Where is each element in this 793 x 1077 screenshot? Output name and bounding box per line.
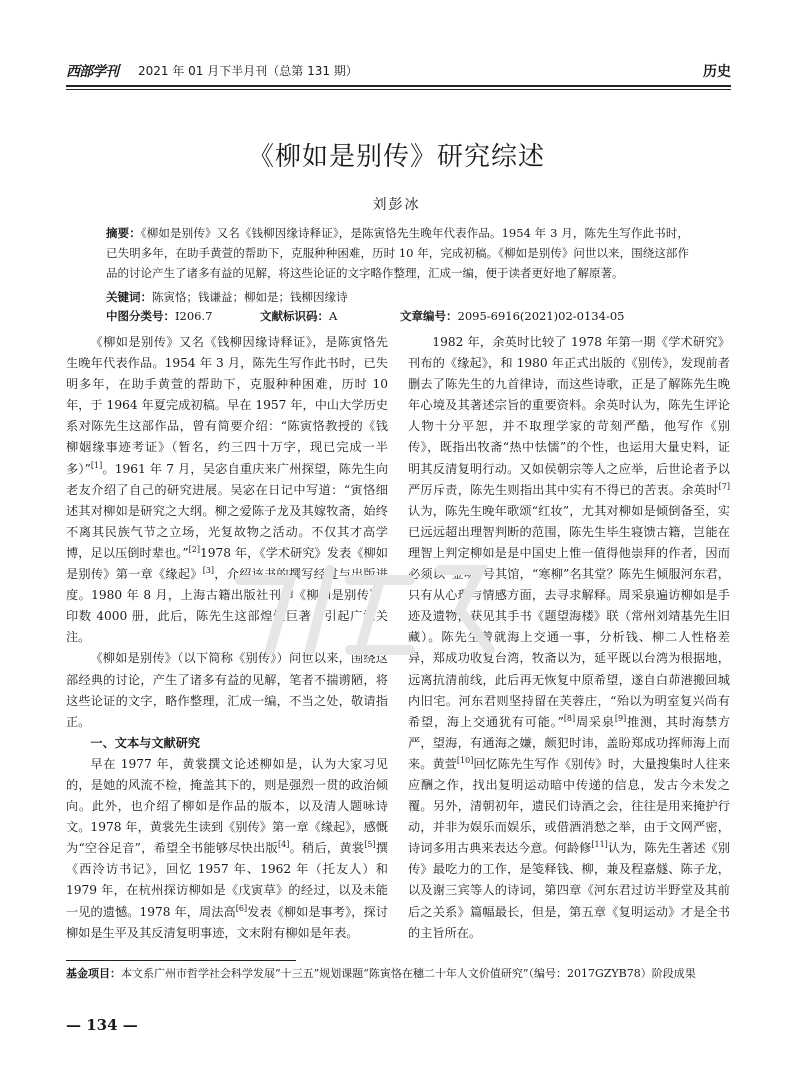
doccode-value: A <box>329 309 338 323</box>
doc-code <box>260 306 337 326</box>
paragraph: 1982 年，余英时比较了 1978 年第一期《学术研究》刊布的《缘起》，和 1980 年正式出版的《别传》，发现前者删去了陈先生的九首律诗，而这些诗歌，正是了解陈先生晚年心境及其著述宗旨的重要资料。余英时认为，陈先生评论人物十分平恕，并不取理学家的苛刻严酷，他写作《别传》，既指出牧斋“热中怯懦”的个性，也运用大量史料，证明其反清复明行动。又如侯朝宗等人之应举，后世论者予以严厉斥责，陈先生则指出其中实有不得已的苦衷。余英时[7]认为，陈先生晚年歌颂“红妆”，尤其对柳如是倾倒备至，实已远远超出理智判断的范围，陈先生毕生寝馈古籍，岂能在理智上判定柳如是是中国史上惟一值得他崇拜的作者，因而必须以“金明”号其馆，“寒柳”名其堂？陈先生倾服河东君，只有从心理与情感方面，去寻求解释。周采泉遍访柳如是手迹及遗物，获见其手书《题望海楼》联（常州刘靖基先生旧藏）。陈先生曾就海上交通一事，分析钱、柳二人性格差异，郑成功收复台湾，牧斋以为，延平既以台湾为根据地，远离抗清前线，此后再无恢复中原希望，遂自白茆港搬回城内旧宅。河东君则坚持留在芙蓉庄，“殆以为明室复兴尚有希望，海上交通犹有可能。”[8]周采泉[9]推测，其时海禁方严，望海，有通海之嫌，颇犯时讳，盖盼郑成功挥师海上而来。黄萱[10]回忆陈先生写作《别传》时，大量搜集时人往来应酬之作，找出复明运动暗中传递的信息，发古今未发之覆。另外，清朝初年，遗民们诗酒之会，往往是用来掩护行动，并非为娱乐而娱乐，或借酒消愁之举，由于文网严密，诗词多用古典来表达今意。何龄修[11]认为，陈先生著述《别传》最吃力的工作，是笺释钱、柳，兼及程嘉燧、陈子龙，以及谢三宾等人的诗词，第四章《河东君过访半野堂及其前后之关系》篇幅最长，但是，第五章《复明运动》才是全书的主旨所在。 <box>408 335 731 940</box>
footnote-text: 本文系广州市哲学社会科学发展“十三五”规划课题“陈寅恪在穗二十年人文价值研究”（编号：2017GZYB78）阶段成果 <box>121 967 696 980</box>
journal-logo: 西部学刊 <box>66 64 118 80</box>
article-number <box>400 306 624 326</box>
paragraph: 早在 1977 年，黄裳撰文论述柳如是，认为大家习见的，是她的风流不检，掩盖其下的，则是强烈一贯的政治倾向。此外，也介绍了柳如是作品的版本，以及清人题咏诗文。1978 年，黄裳先生读到《别传》第一章《缘起》，感慨为“空谷足音”，希望全书能够尽快出版[4]。稍后，黄裳[5]撰《西泠访书记》，回忆 1957 年、1962 年（托友人）和 1979 年，在杭州探访柳如是《戊寅草》的经过，以及未能一见的遗憾。1978 年，周法高[6]发表《柳如是事考》，探讨柳如是生平及其反清复明事迹，文末附有柳如是年表。 <box>66 756 389 940</box>
citation: [8] <box>563 713 576 723</box>
left-column <box>66 332 388 944</box>
keywords-text: 陈寅恪；钱谦益；柳如是；钱柳因缘诗 <box>152 290 348 304</box>
header-rule-thick <box>66 85 731 87</box>
article-title: 《柳如是别传》研究综述 <box>247 142 545 172</box>
articleno-label: 文章编号： <box>400 309 458 323</box>
citation: [5] <box>364 840 376 850</box>
citation: [1] <box>90 460 103 470</box>
footnote <box>66 965 731 982</box>
keywords-label: 关键词： <box>106 290 152 304</box>
citation: [9] <box>614 713 627 723</box>
page-number: — 134 — <box>66 1016 138 1034</box>
issue-info: 2021 年 01 月下半月刊（总第 131 期） <box>138 64 358 78</box>
citation: [10] <box>456 755 474 765</box>
abstract-label: 摘要： <box>106 226 141 240</box>
keywords <box>106 287 689 307</box>
header-rule-thin <box>66 89 731 90</box>
section-name: 历史 <box>703 64 731 80</box>
article-author: 刘彭冰 <box>372 197 421 213</box>
section-heading: 一、文本与文献研究 <box>90 735 201 750</box>
clc-label: 中图分类号： <box>106 309 175 323</box>
clc-number <box>106 306 212 326</box>
footnote-label: 基金项目： <box>66 967 121 980</box>
running-header <box>66 60 731 84</box>
abstract-text: 《柳如是别传》又名《钱柳因缘诗释证》，是陈寅恪先生晚年代表作品。1954 年 3 月，陈先生写作此书时，已失明多年，在助手黄萱的帮助下，克服种种困难，历时 10 年，完成初稿。《柳如是别传》问世以来，围绕这部作品的讨论产生了诸多有益的见解，将这些论证的文字略作整理，汇成一编，便于读者更好地了解原著。 <box>106 226 690 280</box>
right-column <box>408 332 730 944</box>
citation: [4] <box>277 840 290 850</box>
footnote-rule <box>66 960 296 961</box>
citation: [6] <box>235 903 248 913</box>
citation: [11] <box>591 840 608 850</box>
paragraph: 《柳如是别传》（以下简称《别传》）问世以来，围绕这部经典的讨论，产生了诸多有益的见解，笔者不揣谫陋，将这些论证的文字，略作整理，汇成一编，不当之处，敬请指正。 <box>66 651 388 729</box>
clc-value: I206.7 <box>175 309 213 323</box>
doccode-label: 文献标识码： <box>260 309 329 323</box>
abstract <box>106 223 689 283</box>
citation: [3] <box>202 565 215 575</box>
paragraph: 《柳如是别传》又名《钱柳因缘诗释证》，是陈寅恪先生晚年代表作品。1954 年 3 月，陈先生写作此书时，已失明多年，在助手黄萱的帮助下，克服种种困难，历时 10 年，于 1964 年夏完成初稿。早在 1957 年，中山大学历史系对陈先生这部作品，曾有简要介绍：“陈寅恪教授的《钱柳姻缘事迹考证》（暂名，约三四十万字，现已完成一半多）”[1]。1961 年 7 月，吴宓自重庆来广州探望，陈先生向老友介绍了自己的研究进展。吴宓在日记中写道：“寅恪细述其对柳如是研究之大纲。柳之爱陈子龙及其嫁牧斋，始终不离其民族气节之立场，光复故物之活动。不仅其才高学博，足以压倒时辈也。”[2]1978 年，《学术研究》发表《柳如是别传》第一章《缘起》[3]，介绍该书的撰写经过与出版进度。1980 年 8 月，上海古籍出版社刊印《柳如是别传》，印数 4000 册，此后，陈先生这部煌煌巨著，引起广泛关注。 <box>66 335 389 645</box>
citation: [7] <box>718 481 730 491</box>
articleno-value: 2095-6916(2021)02-0134-05 <box>457 309 625 323</box>
citation: [2] <box>188 544 200 554</box>
